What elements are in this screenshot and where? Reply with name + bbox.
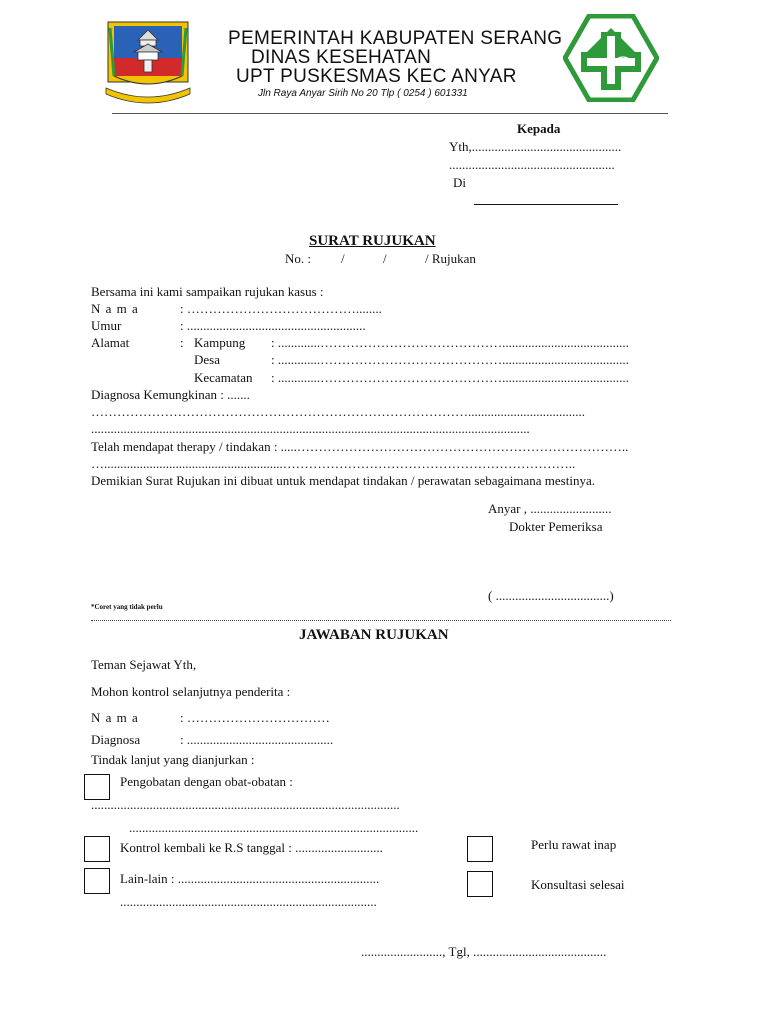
doctor-label: Dokter Pemeriksa: [509, 519, 603, 534]
tindak-label: Tindak lanjut yang dianjurkan :: [91, 752, 255, 767]
header-address: Jln Raya Anyar Sirih No 20 Tlp ( 0254 ) 601331: [258, 88, 468, 99]
kontrol-label: Kontrol kembali ke R.S tanggal : ...........................: [120, 840, 383, 855]
no-suffix: / Rujukan: [425, 251, 476, 266]
kepada-label: Kepada: [517, 121, 561, 136]
therapy-line: ….......................................................…………………………………………………………..: [91, 456, 576, 471]
footer-date: ........................., Tgl, .........................................: [361, 944, 607, 959]
jawaban-nama-value: : ……………………………: [180, 710, 330, 725]
jawaban-title: JAWABAN RUJUKAN: [299, 627, 449, 643]
serang-logo: [100, 18, 196, 109]
rawat-inap-label: Perlu rawat inap: [531, 837, 617, 852]
note-text: *Coret yang tidak perlu: [91, 603, 163, 611]
request-text: Mohon kontrol selanjutnya penderita :: [91, 684, 291, 699]
diagnosa-line2: .......................................................................................................................................: [91, 421, 530, 436]
pengobatan-line1: ...............................................................................................: [91, 797, 400, 812]
rawat-inap-checkbox[interactable]: [467, 836, 493, 862]
umur-label: Umur: [91, 318, 122, 333]
nama-value: : …………………………………........: [180, 301, 382, 316]
header-line1: PEMERINTAH KABUPATEN SERANG: [228, 28, 563, 49]
section-divider: [91, 620, 671, 621]
diagnosa-label: Diagnosa Kemungkinan : .......: [91, 387, 250, 402]
recipient-underline: [474, 204, 618, 205]
lain-lain-line: ...............................................................................: [120, 894, 377, 909]
kecamatan-label: Kecamatan: [194, 370, 253, 385]
no-prefix: No. :: [285, 251, 311, 266]
intro-text: Bersama ini kami sampaikan rujukan kasus :: [91, 284, 324, 299]
no-slash2: /: [383, 251, 387, 266]
signature-line: ( ...................................): [488, 588, 614, 603]
desa-value: : .............…………………………………….......................................: [271, 352, 629, 367]
kampung-value: : .............…………………………………….......................................: [271, 335, 629, 350]
header-divider: [112, 113, 668, 114]
surat-title: SURAT RUJUKAN: [309, 233, 436, 249]
closing-text: Demikian Surat Rujukan ini dibuat untuk mendapat tindakan / perawatan sebagaimana mestinya.: [91, 473, 595, 488]
jawaban-nama-label: N a m a: [91, 710, 139, 725]
yth-field: Yth,..............................................: [449, 139, 622, 154]
kampung-label: Kampung: [194, 335, 246, 350]
greeting-text: Teman Sejawat Yth,: [91, 657, 197, 672]
jawaban-diagnosa-value: : .............................................: [180, 732, 334, 747]
lain-lain-label: Lain-lain : ..............................................................: [120, 871, 380, 886]
jawaban-diagnosa-label: Diagnosa: [91, 732, 141, 747]
puskesmas-logo: [563, 14, 659, 107]
pengobatan-line2: .........................................................................................: [129, 820, 419, 835]
diagnosa-line1: ……………………………………………………………………………....................................: [91, 404, 585, 419]
no-slash1: /: [341, 251, 345, 266]
di-label: Di: [453, 175, 466, 190]
nama-label: N a m a: [91, 301, 139, 316]
kontrol-checkbox[interactable]: [84, 836, 110, 862]
alamat-label: Alamat: [91, 335, 130, 350]
header-line3: UPT PUSKESMAS KEC ANYAR: [236, 66, 517, 87]
header-line2: DINAS KESEHATAN: [251, 47, 432, 68]
konsultasi-checkbox[interactable]: [467, 871, 493, 897]
place-date: Anyar , .........................: [488, 501, 612, 516]
konsultasi-label: Konsultasi selesai: [531, 877, 625, 892]
alamat-colon: :: [180, 335, 184, 350]
therapy-label: Telah mendapat therapy / tindakan : .....…………………………………………………………………..: [91, 439, 629, 454]
umur-value: : .......................................................: [180, 318, 366, 333]
kecamatan-value: : .............…………………………………….......................................: [271, 370, 629, 385]
lain-lain-checkbox[interactable]: [84, 868, 110, 894]
pengobatan-label: Pengobatan dengan obat-obatan :: [120, 774, 293, 789]
recipient-line2: ...................................................: [449, 157, 615, 172]
desa-label: Desa: [194, 352, 220, 367]
